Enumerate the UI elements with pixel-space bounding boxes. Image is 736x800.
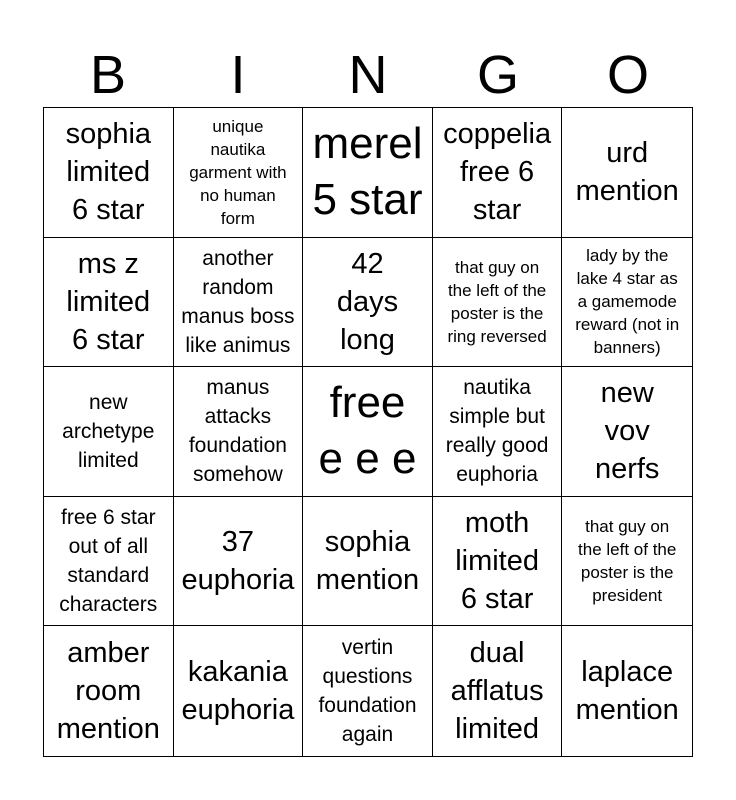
- header-letter-i: I: [230, 45, 246, 105]
- bingo-cell-center[interactable]: free e e e: [303, 367, 433, 497]
- bingo-cell[interactable]: manus attacks foundation somehow: [174, 367, 304, 497]
- bingo-cell[interactable]: dual afflatus limited: [433, 626, 563, 756]
- bingo-cell[interactable]: sophia mention: [303, 497, 433, 627]
- bingo-cell[interactable]: moth limited 6 star: [433, 497, 563, 627]
- bingo-cell[interactable]: that guy on the left of the poster is the president: [562, 497, 692, 627]
- bingo-cell[interactable]: merel 5 star: [303, 108, 433, 238]
- bingo-cell[interactable]: free 6 star out of all standard characters: [44, 497, 174, 627]
- header-letter-n: N: [348, 45, 388, 105]
- bingo-cell[interactable]: lady by the lake 4 star as a gamemode reward (not in banners): [562, 238, 692, 368]
- bingo-cell[interactable]: that guy on the left of the poster is the ring reversed: [433, 238, 563, 368]
- bingo-cell[interactable]: sophia limited 6 star: [44, 108, 174, 238]
- bingo-cell[interactable]: nautika simple but really good euphoria: [433, 367, 563, 497]
- bingo-cell[interactable]: another random manus boss like animus: [174, 238, 304, 368]
- bingo-cell[interactable]: urd mention: [562, 108, 692, 238]
- bingo-cell[interactable]: laplace mention: [575, 656, 679, 727]
- bingo-cell[interactable]: coppelia free 6 star: [433, 108, 563, 238]
- bingo-header: [43, 44, 693, 106]
- bingo-cell[interactable]: 42 days long: [303, 238, 433, 368]
- bingo-cell[interactable]: 37 euphoria: [174, 497, 304, 627]
- bingo-board: [43, 107, 693, 757]
- bingo-cell[interactable]: ms z limited 6 star: [44, 238, 174, 368]
- bingo-cell[interactable]: unique nautika garment with no human form: [174, 108, 304, 238]
- bingo-cell[interactable]: kakania euphoria: [174, 626, 304, 756]
- bingo-cell[interactable]: vertin questions foundation again: [303, 626, 433, 756]
- header-letter-b: B: [89, 45, 127, 105]
- header-letter-g: G: [476, 45, 519, 105]
- bingo-cell[interactable]: new archetype limited: [44, 367, 174, 497]
- header-letter-o: O: [606, 45, 649, 105]
- bingo-cell[interactable]: amber room mention: [44, 626, 174, 756]
- bingo-cell[interactable]: new vov nerfs: [562, 367, 692, 497]
